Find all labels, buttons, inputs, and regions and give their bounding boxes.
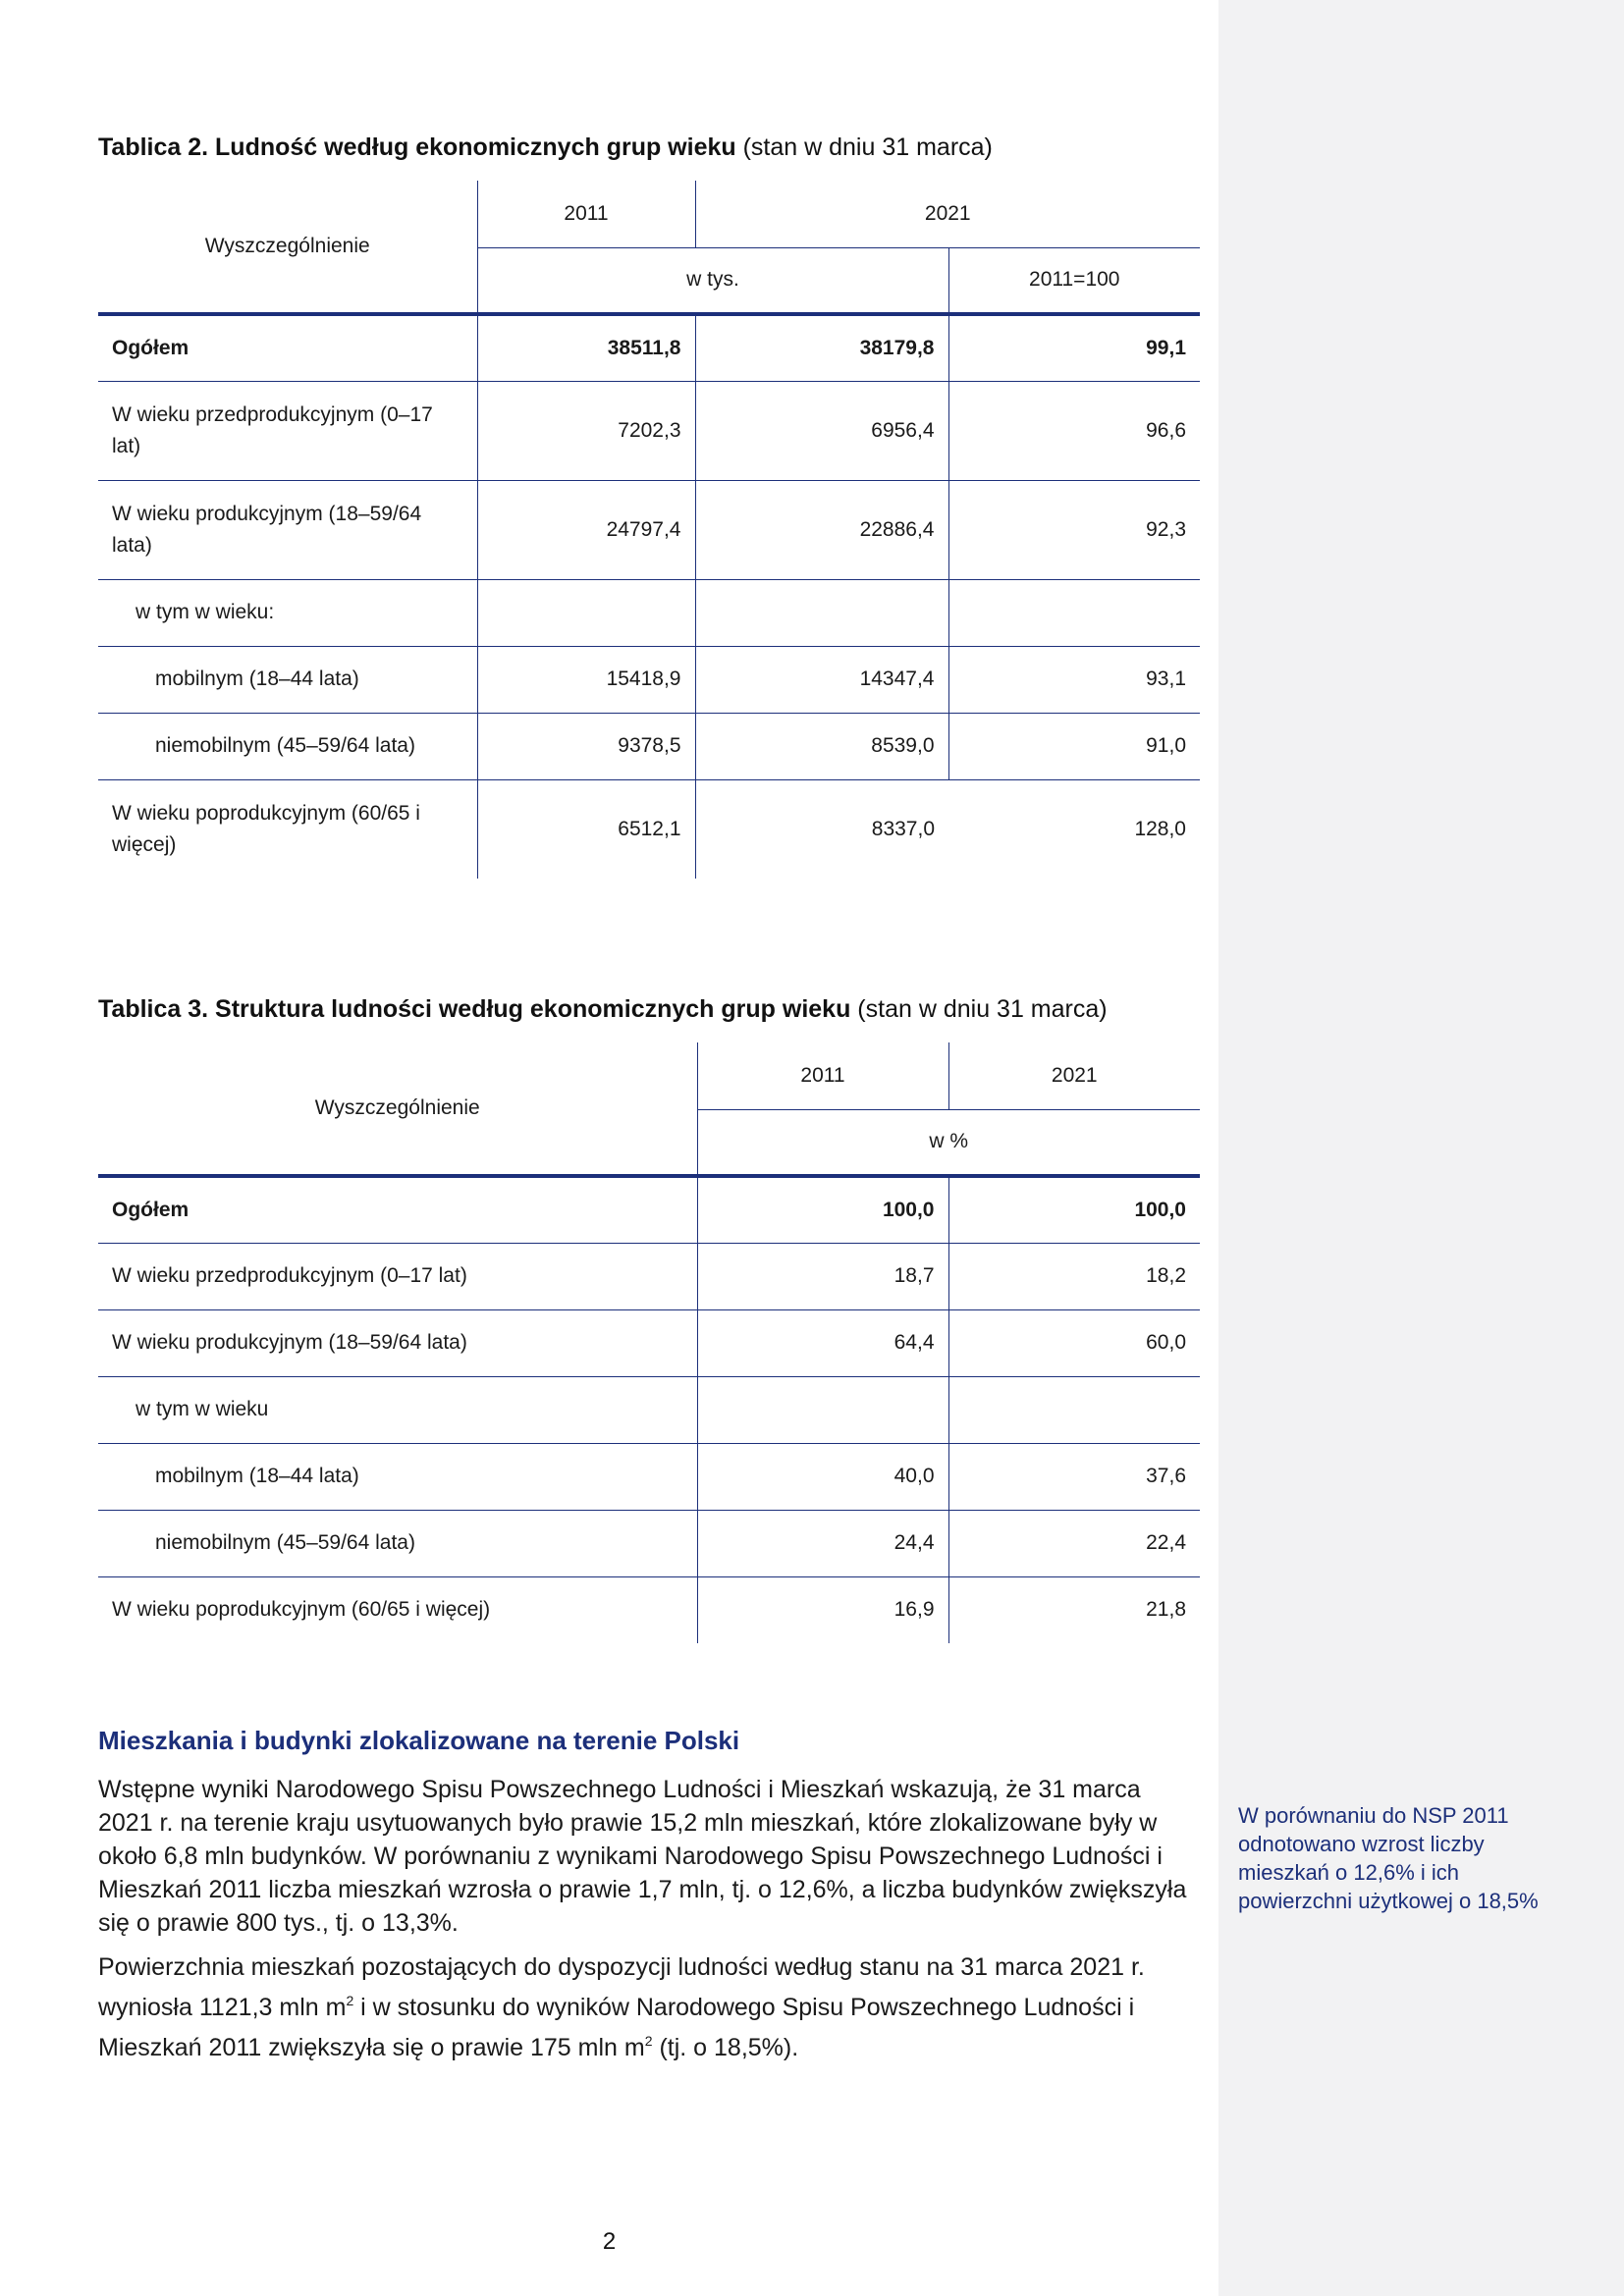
- cell-2021: 18,2: [948, 1243, 1200, 1309]
- row-label: W wieku produkcyjnym (18–59/64 lata): [98, 1309, 697, 1376]
- table-row: [98, 1443, 1200, 1510]
- row-label: w tym w wieku:: [98, 579, 477, 646]
- table2-head-year2: 2021: [695, 181, 1200, 247]
- cell-index: 92,3: [948, 480, 1200, 579]
- row-label: mobilnym (18–44 lata): [98, 1443, 697, 1510]
- sidebar-panel: [1218, 0, 1624, 2296]
- cell-2011: 16,9: [697, 1576, 948, 1643]
- cell-index: 93,1: [948, 646, 1200, 713]
- paragraph-1: Wstępne wyniki Narodowego Spisu Powszechnego Ludności i Mieszkań wskazują, że 31 marca 2021 r. na terenie kraju usytuowanych było prawie 15,2 mln mieszkań, które zlokalizowane były w około 6,8 mln budynków. W porównaniu z wynikami Narodowego Spisu Powszechnego Ludności i Mieszkań 2011 liczba mieszkań wzrosła o prawie 1,7 mln, tj. o 12,6%, a liczba budynków zwiększyła się o prawie 800 tys., tj. o 13,3%.: [98, 1776, 1187, 1937]
- table2-caption-rest: (stan w dniu 31 marca): [735, 133, 993, 161]
- table-row: [98, 1510, 1200, 1576]
- table-row: [98, 1243, 1200, 1309]
- cell-2021: 22886,4: [695, 480, 948, 579]
- table2-head-index: 2011=100: [948, 247, 1200, 314]
- table3-caption: [98, 995, 1108, 1024]
- table2-head-label: Wyszczególnienie: [98, 181, 477, 314]
- cell-2011: 100,0: [697, 1176, 948, 1243]
- table3-caption-rest: (stan w dniu 31 marca): [850, 995, 1108, 1023]
- table2-caption: [98, 133, 993, 162]
- cell-2011: 38511,8: [477, 314, 695, 381]
- table3-head-label: Wyszczególnienie: [98, 1042, 697, 1176]
- cell-2021: 22,4: [948, 1510, 1200, 1576]
- cell-2011: 15418,9: [477, 646, 695, 713]
- cell-2011: 6512,1: [477, 779, 695, 879]
- cell-2011: 24,4: [697, 1510, 948, 1576]
- table-row: [98, 713, 1200, 779]
- table-row: [98, 480, 1200, 579]
- superscript: 2: [644, 2033, 653, 2049]
- row-label: Ogółem: [98, 314, 477, 381]
- cell-2011: 64,4: [697, 1309, 948, 1376]
- page-number: 2: [602, 2228, 617, 2255]
- row-label: mobilnym (18–44 lata): [98, 646, 477, 713]
- paragraph-2-part-b: i w stosunku do wyników Narodowego Spisu Powszechnego Ludności i Mieszkań 2011 zwiększyła się o prawie 175 mln m: [98, 1994, 1135, 2061]
- cell-2011: [697, 1376, 948, 1443]
- table3: [98, 1042, 1200, 1643]
- cell-2021: 8337,0: [695, 779, 948, 879]
- table-row: [98, 1309, 1200, 1376]
- table-row: [98, 381, 1200, 480]
- cell-index: 91,0: [948, 713, 1200, 779]
- table2-caption-bold: Tablica 2. Ludność według ekonomicznych grup wieku: [98, 133, 736, 161]
- table-row: [98, 1376, 1200, 1443]
- cell-2011: 7202,3: [477, 381, 695, 480]
- cell-2021: 38179,8: [695, 314, 948, 381]
- table-row: [98, 579, 1200, 646]
- table-row: [98, 646, 1200, 713]
- section-heading: Mieszkania i budynki zlokalizowane na terenie Polski: [98, 1726, 740, 1755]
- row-label: niemobilnym (45–59/64 lata): [98, 1510, 697, 1576]
- cell-2021: 60,0: [948, 1309, 1200, 1376]
- cell-2011: 9378,5: [477, 713, 695, 779]
- cell-2021: [695, 579, 948, 646]
- table3-head-year2: 2021: [948, 1042, 1200, 1109]
- row-label: W wieku przedprodukcyjnym (0–17 lat): [98, 381, 477, 480]
- paragraph-2-part-c: (tj. o 18,5%).: [652, 2034, 799, 2061]
- cell-2021: 100,0: [948, 1176, 1200, 1243]
- cell-2021: 37,6: [948, 1443, 1200, 1510]
- row-label: W wieku produkcyjnym (18–59/64 lata): [98, 480, 477, 579]
- table-row: [98, 314, 1200, 381]
- superscript: 2: [346, 1993, 354, 2008]
- table2: [98, 181, 1200, 879]
- cell-index: 128,0: [1134, 817, 1186, 840]
- paragraph-2-part-a: Powierzchnia mieszkań pozostających do dyspozycji ludności według stanu na 31 marca 2021 r. wyniosła 1121,3 mln m: [98, 1953, 1145, 2021]
- cell-2021: [948, 1376, 1200, 1443]
- cell-2021: 14347,4: [695, 646, 948, 713]
- cell-2011: [477, 579, 695, 646]
- table3-caption-bold: Tablica 3. Struktura ludności według ekonomicznych grup wieku: [98, 995, 851, 1023]
- sidenote: W porównaniu do NSP 2011 odnotowano wzrost liczby mieszkań o 12,6% i ich powierzchni użytkowej o 18,5%: [1238, 1803, 1539, 1913]
- row-label: w tym w wieku: [98, 1376, 697, 1443]
- table3-head-unit: w %: [697, 1109, 1200, 1176]
- row-label: niemobilnym (45–59/64 lata): [98, 713, 477, 779]
- cell-index: [948, 579, 1200, 646]
- row-label: Ogółem: [98, 1176, 697, 1243]
- table2-head-year1: 2011: [477, 181, 695, 247]
- cell-index: 96,6: [948, 381, 1200, 480]
- cell-index: 99,1: [948, 314, 1200, 381]
- row-label: W wieku poprodukcyjnym (60/65 i więcej): [112, 1598, 491, 1622]
- table-row: [98, 779, 1200, 879]
- cell-2011: 18,7: [697, 1243, 948, 1309]
- row-label: W wieku przedprodukcyjnym (0–17 lat): [98, 1243, 697, 1309]
- cell-2011: 24797,4: [477, 480, 695, 579]
- table-row: [98, 1176, 1200, 1243]
- cell-2021: 21,8: [948, 1576, 1200, 1643]
- cell-2021: 6956,4: [695, 381, 948, 480]
- row-label: W wieku poprodukcyjnym (60/65 i więcej): [112, 801, 420, 856]
- cell-2021: 8539,0: [695, 713, 948, 779]
- cell-2011: 40,0: [697, 1443, 948, 1510]
- paragraph-2: [98, 1950, 1188, 2064]
- table3-head-year1: 2011: [697, 1042, 948, 1109]
- table-row: [98, 1576, 1200, 1643]
- table2-head-unit: w tys.: [477, 247, 948, 314]
